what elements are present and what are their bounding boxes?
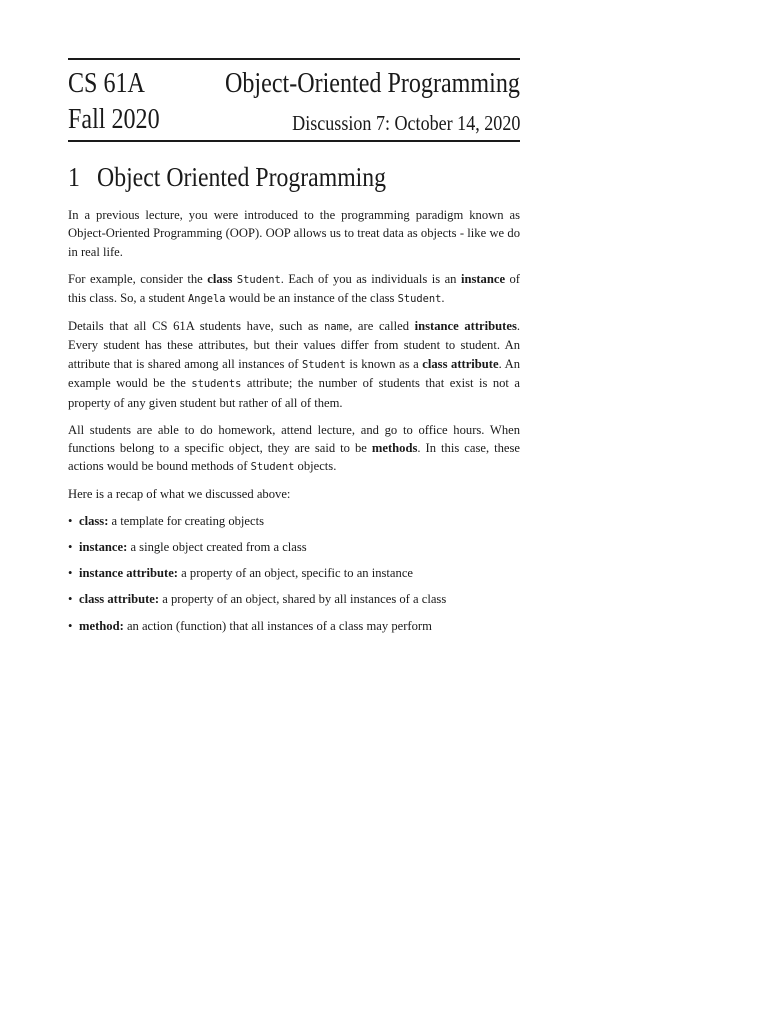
bullet-icon: • (68, 566, 73, 581)
bullet-desc: a template for creating objects (111, 514, 265, 529)
paragraph-class-example (68, 270, 520, 309)
document-page (68, 58, 520, 643)
text-run: . Each of you as individuals is an (280, 271, 461, 286)
document-header (68, 60, 520, 140)
bullet-desc: a property of an object, shared by all instances of a class (162, 592, 447, 607)
text-run: Details that all CS 61A students have, such as (68, 319, 325, 334)
bullet-term: class attribute: (79, 592, 160, 607)
text-run: All students are able to do homework, attend lecture, and go to office hours. When functions belong to a specific object, they are said to be (68, 422, 520, 455)
paragraph-methods (68, 421, 520, 477)
code-student: Student (250, 461, 295, 474)
text-run: , are called (349, 319, 415, 334)
term-instance-attributes: instance attributes (414, 319, 517, 334)
term-instance: instance (460, 271, 506, 286)
bullet-term: class: (79, 514, 109, 529)
text-run: . An example would be the (68, 356, 520, 391)
text-run: objects. (294, 459, 337, 474)
bullet-term: instance: (79, 540, 128, 555)
course-name: CS 61A (68, 68, 145, 99)
term-methods: methods (371, 440, 418, 455)
discussion-date: Discussion 7: October 14, 2020 (291, 111, 520, 135)
text-run: For example, consider the (68, 271, 208, 286)
section-body (68, 206, 520, 635)
list-item (68, 564, 520, 582)
recap-list (68, 512, 520, 635)
text-run: attribute; the number of students that exist is not a property of any given student but rather of all of them. (68, 376, 520, 410)
bullet-desc: a single object created from a class (130, 540, 307, 555)
bullet-icon: • (68, 592, 73, 607)
term-class: class (207, 271, 233, 286)
text-run: of this class. So, a student (68, 271, 520, 306)
text-run: . (441, 291, 445, 306)
section-heading (68, 162, 466, 198)
section-number: 1 (68, 162, 80, 192)
code-student: Student (397, 293, 442, 306)
bullet-term: method: (79, 618, 124, 633)
text-run: . Every student has these attributes, but their values differ from student to student. An attribute that is shared among all instances of (68, 319, 520, 371)
list-item (68, 512, 520, 530)
bullet-desc: an action (function) that all instances of a class may perform (126, 618, 432, 633)
list-item (68, 590, 520, 608)
paragraph-intro: In a previous lecture, you were introduced to the programming paradigm known as Object-Oriented Programming (OOP). OOP allows us to treat data as objects - like we do in real life. (68, 208, 520, 259)
bullet-icon: • (68, 540, 73, 555)
code-angela: Angela (188, 293, 226, 306)
bullet-icon: • (68, 514, 73, 529)
paragraph-recap: Here is a recap of what we discussed above: (68, 487, 291, 502)
text-run: would be an instance of the class (225, 291, 398, 306)
code-student: Student (302, 358, 346, 371)
course-term: Fall 2020 (68, 104, 160, 135)
list-item (68, 617, 520, 635)
bullet-desc: a property of an object, specific to an instance (181, 566, 413, 581)
text-run: . In this case, these actions would be bound methods of (68, 440, 520, 474)
bullet-icon: • (68, 618, 73, 633)
text-run: is known as a (345, 356, 423, 371)
document-title: Object-Oriented Programming (225, 68, 520, 99)
code-name: name (324, 321, 350, 334)
header-bottom-rule (68, 140, 520, 142)
code-students: students (191, 378, 242, 391)
term-class-attribute: class attribute (422, 356, 499, 371)
code-student: Student (236, 273, 281, 286)
bullet-term: instance attribute: (79, 566, 178, 581)
paragraph-attributes (68, 317, 520, 412)
section-title: Object Oriented Programming (97, 162, 387, 192)
list-item (68, 538, 520, 556)
